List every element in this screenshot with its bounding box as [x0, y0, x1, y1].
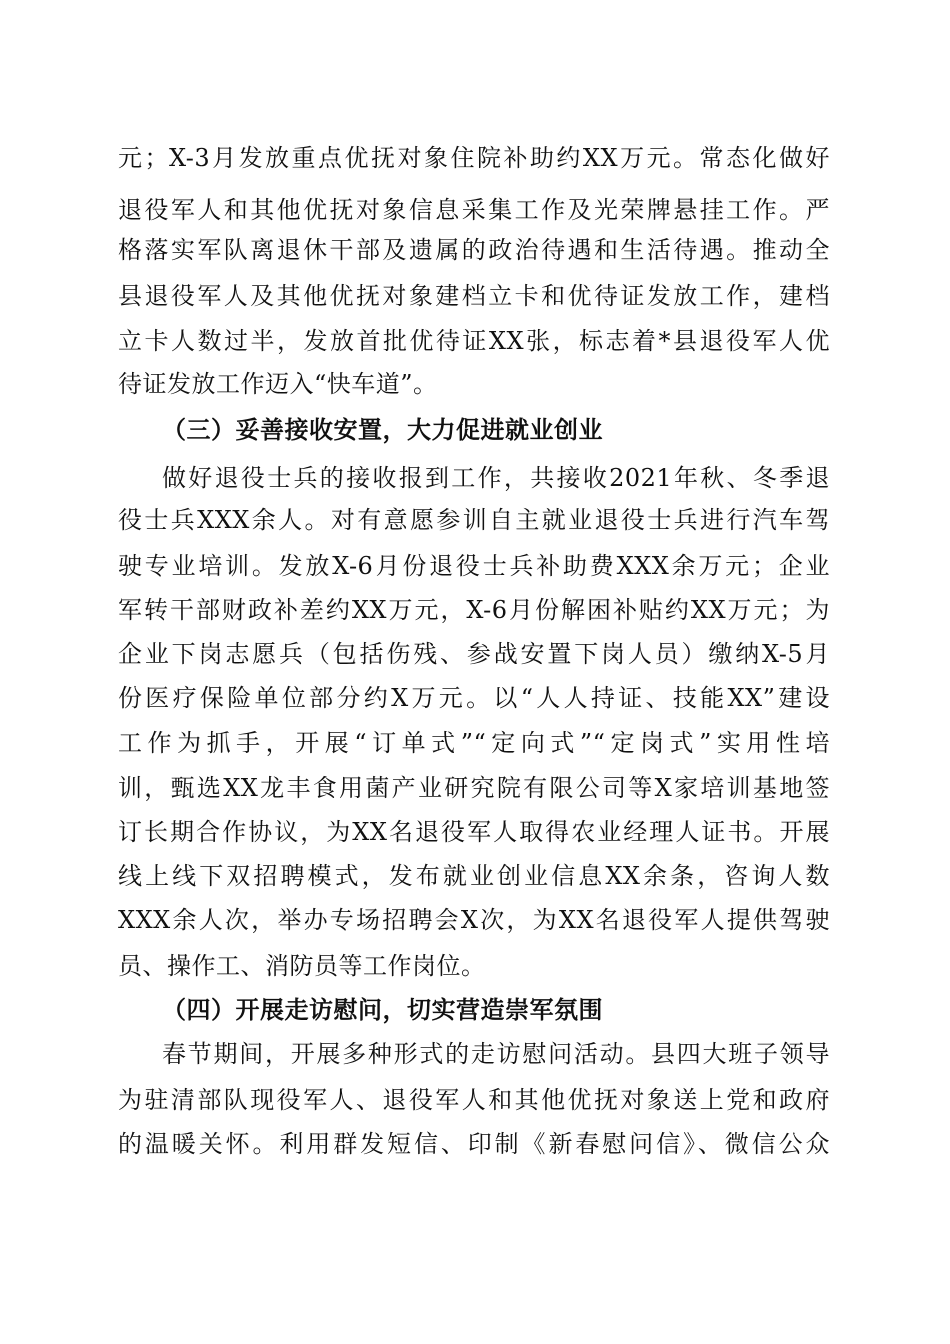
body-text-line: 订长期合作协议，为XX名退役军人取得农业经理人证书。开展: [118, 818, 830, 846]
body-text-line: 的温暖关怀。利用群发短信、印制《新春慰问信》、微信公众: [118, 1130, 830, 1158]
body-text-line: 立卡人数过半，发放首批优待证XX张，标志着*县退役军人优: [118, 327, 830, 355]
body-text-line: 为驻清部队现役军人、退役军人和其他优抚对象送上党和政府: [118, 1086, 830, 1114]
body-text-line: 待证发放工作迈入“快车道”。: [118, 370, 438, 398]
body-text-line: 役士兵XXX余人。对有意愿参训自主就业退役士兵进行汽车驾: [118, 506, 830, 534]
paragraph-first-line: 春节期间，开展多种形式的走访慰问活动。县四大班子领导: [162, 1040, 830, 1068]
body-text-line: 工作为抓手，开展“订单式”“定向式”“定岗式”实用性培: [118, 729, 830, 757]
body-text-line: 县退役军人及其他优抚对象建档立卡和优待证发放工作，建档: [118, 282, 830, 310]
body-text-line: XXX余人次，举办专场招聘会X次，为XX名退役军人提供驾驶: [118, 906, 830, 934]
body-text-line: 军转干部财政补差约XX万元，X-6月份解困补贴约XX万元；为: [118, 596, 830, 624]
section-heading: （三）妥善接收安置，大力促进就业创业: [162, 415, 603, 444]
section-heading: （四）开展走访慰问，切实营造崇军氛围: [162, 995, 603, 1024]
body-text-line: 线上线下双招聘模式，发布就业创业信息XX余条，咨询人数: [118, 862, 830, 890]
body-text-line: 员、操作工、消防员等工作岗位。: [118, 952, 486, 980]
body-text-line: 格落实军队离退休干部及遗属的政治待遇和生活待遇。推动全: [118, 236, 830, 264]
body-text-line: 企业下岗志愿兵（包括伤残、参战安置下岗人员）缴纳X-5月: [118, 640, 830, 668]
body-text-line: 元；X-3月发放重点优抚对象住院补助约XX万元。常态化做好: [118, 144, 830, 172]
paragraph-first-line: 做好退役士兵的接收报到工作，共接收2021年秋、冬季退: [162, 464, 830, 492]
body-text-line: 驶专业培训。发放X-6月份退役士兵补助费XXX余万元；企业: [118, 552, 830, 580]
body-text-line: 份医疗保险单位部分约X万元。以“人人持证、技能XX”建设: [118, 684, 830, 712]
body-text-line: 退役军人和其他优抚对象信息采集工作及光荣牌悬挂工作。严: [118, 196, 830, 224]
body-text-line: 训，甄选XX龙丰食用菌产业研究院有限公司等X家培训基地签: [118, 774, 830, 802]
